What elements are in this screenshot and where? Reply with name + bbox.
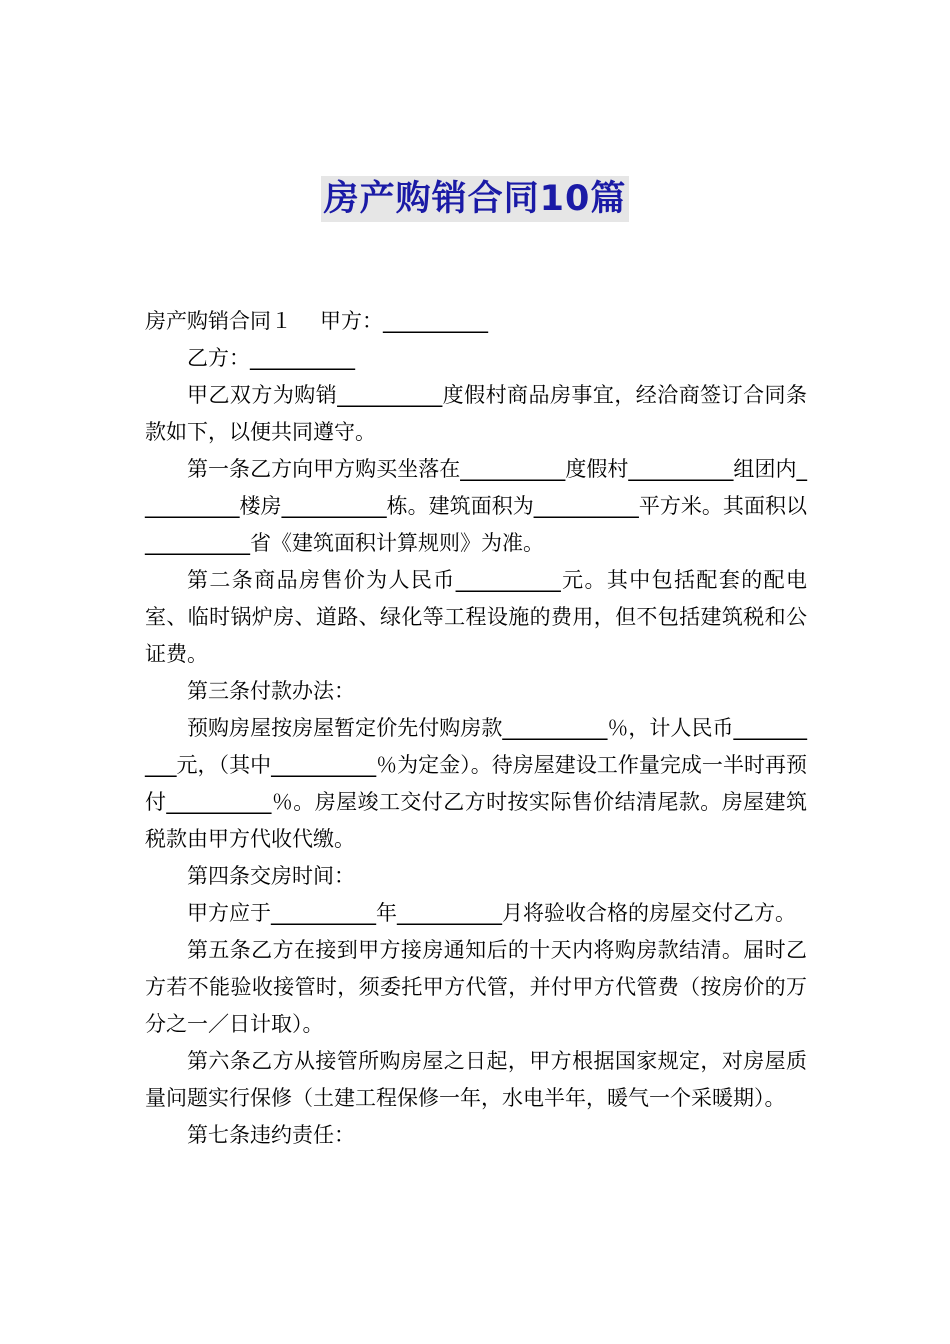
paragraph-article-3-heading: 第三条付款办法：: [187, 679, 355, 703]
party-a-line: 甲方：__________: [320, 309, 488, 333]
paragraph-intro: 甲乙双方为购销__________度假村商品房事宜，经洽商签订合同条款如下，以便共同遵守。: [145, 383, 807, 444]
paragraph-article-4-body: 甲方应于__________年__________月将验收合格的房屋交付乙方。: [187, 901, 796, 925]
party-b-line: 乙方：__________: [187, 346, 355, 370]
paragraph-article-2: 第二条商品房售价为人民币__________元。其中包括配套的配电室、临时锅炉房、道路、绿化等工程设施的费用，但不包括建筑税和公证费。: [145, 568, 807, 666]
first-line: [145, 303, 807, 340]
paragraph-article-6: 第六条乙方从接管所购房屋之日起，甲方根据国家规定，对房屋质量问题实行保修（土建工程保修一年，水电半年，暖气一个采暖期）。: [145, 1049, 807, 1110]
paragraph-article-1: 第一条乙方向甲方购买坐落在__________度假村__________组团内__________楼房__________栋。建筑面积为__________平方米。其面积以__________省《建筑面积计算规则》为准。: [145, 457, 807, 555]
paragraph-article-4-heading: 第四条交房时间：: [187, 864, 355, 888]
paragraph-article-7-heading: 第七条违约责任：: [187, 1123, 355, 1147]
contract-heading: 房产购销合同１: [145, 309, 292, 333]
document-title: 房产购销合同10篇: [321, 176, 630, 222]
document-body: [145, 303, 807, 1154]
paragraph-article-3-body: 预购房屋按房屋暂定价先付购房款__________％，计人民币__________元，（其中__________％为定金）。待房屋建设工作量完成一半时再预付__________％。房屋竣工交付乙方时按实际售价结清尾款。房屋建筑税款由甲方代收代缴。: [145, 716, 807, 851]
title-wrap: [0, 176, 950, 222]
paragraph-article-5: 第五条乙方在接到甲方接房通知后的十天内将购房款结清。届时乙方若不能验收接管时，须委托甲方代管，并付甲方代管费（按房价的万分之一／日计取）。: [145, 938, 807, 1036]
